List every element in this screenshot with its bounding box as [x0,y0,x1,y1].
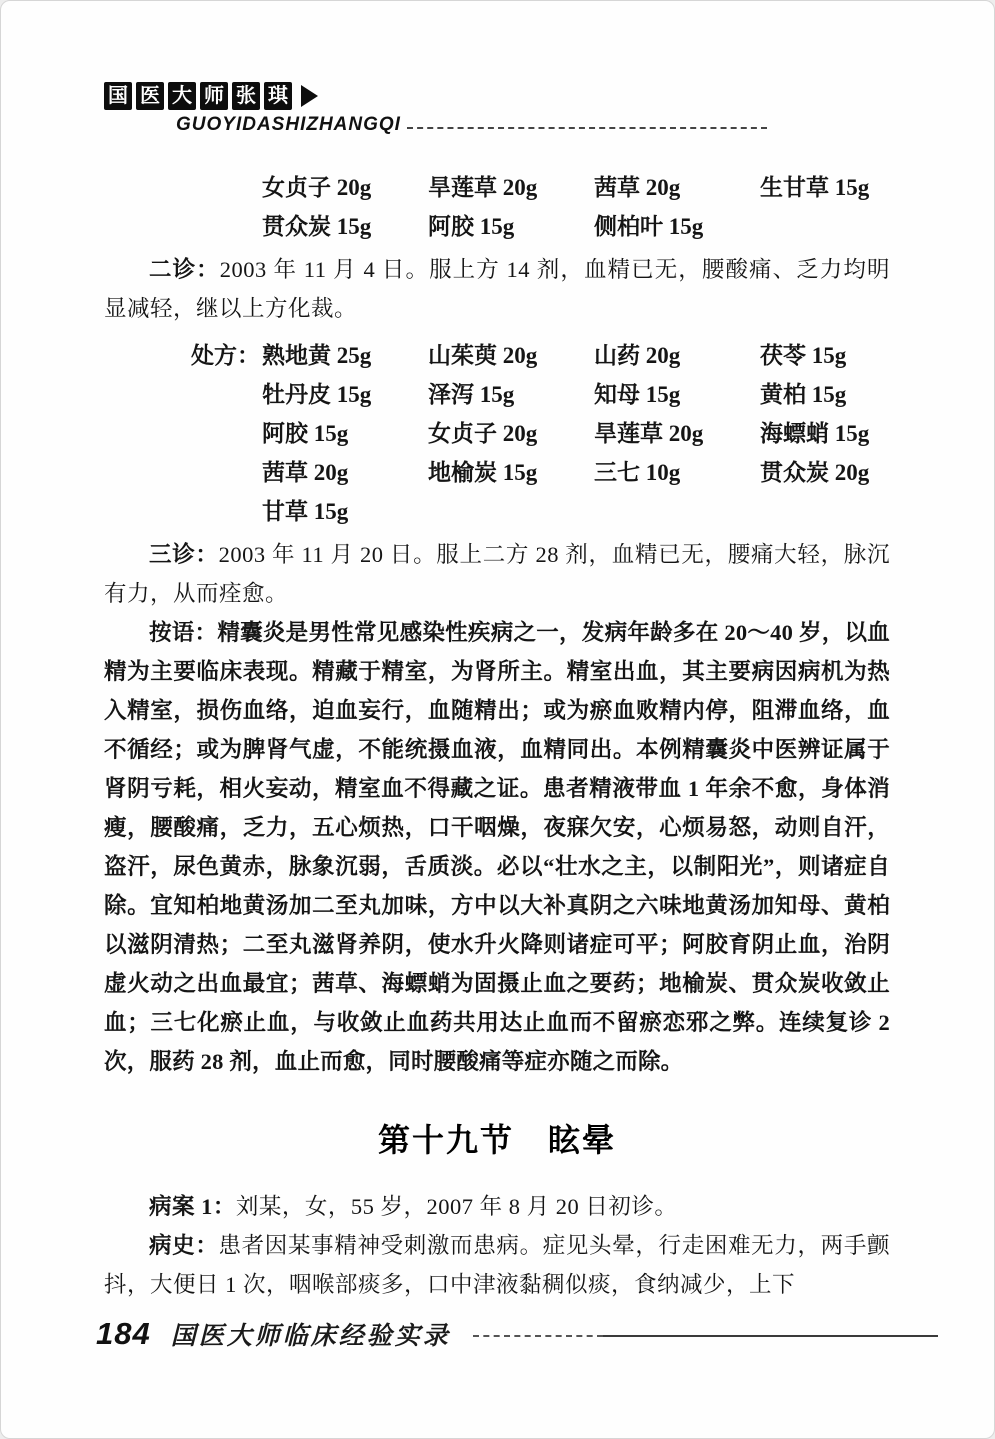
prescription-list-first [104,166,890,244]
paragraph-text: 精囊炎是男性常见感染性疾病之一，发病年龄多在 20～40 岁，以血精为主要临床表现。精藏于精室，为肾所主。精室出血，其主要病因病机为热入精室，损伤血络，迫血妄行，血随精出；或为瘀血败精内停，阻滞血络，血不循经；或为脾肾气虚，不能统摄血液，血精同出。本例精囊炎中医辨证属于肾阴亏耗，相火妄动，精室血不得藏之证。患者精液带血 1 年余不愈，身体消瘦，腰酸痛，乏力，五心烦热，口干咽燥，夜寐欠安，心烦易怒，动则自汗，盗汗，尿色黄赤，脉象沉弱，舌质淡。必以“壮水之主，以制阳光”，则诸症自除。宜知柏地黄汤加二至丸加味，方中以大补真阴之六味地黄汤加知母、黄柏以滋阴清热；二至丸滋肾养阴，使水升火降则诸症可平；阿胶育阴止血，治阴虚火动之出血最宜；茜草、海螵蛸为固摄止血之要药；地榆炭、贯众炭收敛止血；三七化瘀止血，与收敛止血药共用达止血而不留瘀恋邪之弊。连续复诊 2 次，服药 28 剂，血止而愈，同时腰酸痛等症亦随之而除。 [104,620,890,1074]
logo-character: 国 [108,85,128,107]
header-divider-dashes [407,127,767,129]
publisher-logo [104,81,890,111]
logo-character: 医 [140,85,160,107]
footer-divider [473,1335,938,1337]
herb-item: 贯众炭 15g [262,214,372,239]
herb-item: 甘草 15g [262,499,349,524]
page-header [104,81,890,136]
herb-item: 牡丹皮 15g [262,382,372,407]
herb-item: 生甘草 15g [760,175,870,200]
prescription-row [104,205,890,244]
paragraph-label: 三诊： [149,542,219,567]
paragraph-label: 按语： [149,620,218,645]
prescription-row [104,451,890,490]
page-footer [96,1316,938,1352]
logo-character: 琪 [268,85,288,107]
herb-item: 旱莲草 20g [428,175,538,200]
herb-item: 地榆炭 15g [428,460,538,485]
footer-divider-dashes [473,1335,603,1337]
herb-item: 旱莲草 20g [594,421,704,446]
page-number: 184 [96,1316,151,1351]
herb-item: 海螵蛸 15g [760,421,870,446]
herb-item: 山茱萸 20g [428,343,538,368]
herb-item: 三七 10g [594,460,681,485]
page-body [104,166,890,1304]
paragraph-label: 二诊： [149,257,220,282]
logo-character: 大 [172,85,192,107]
arrow-right-icon [301,85,318,107]
herb-item: 女贞子 20g [262,175,372,200]
prescription-list-second [104,334,890,529]
paragraph-text: 2003 年 11 月 4 日。服上方 14 剂，血精已无，腰酸痛、乏力均明显减轻，继以上方化裁。 [104,257,890,321]
header-tagline-row [176,114,890,136]
herb-item: 阿胶 15g [428,214,515,239]
logo-character: 张 [236,85,256,107]
herb-item: 山药 20g [594,343,681,368]
prescription-row [104,412,890,451]
prescription-row [104,166,890,205]
paragraph-commentary [104,613,890,1081]
paragraph-second-visit [104,250,890,328]
herb-item: 侧柏叶 15g [594,214,704,239]
logo-character-box [136,82,164,110]
logo-character-box [200,82,228,110]
herb-item: 泽泻 15g [428,382,515,407]
herb-item: 女贞子 20g [428,421,538,446]
paragraph-text: 2003 年 11 月 20 日。服上二方 28 剂，血精已无，腰痛大轻，脉沉有力，从而痊愈。 [104,542,890,606]
paragraph-text: 患者因某事精神受刺激而患病。症见头晕，行走困难无力，两手颤抖，大便日 1 次，咽喉部痰多，口中津液黏稠似痰，食纳减少，上下 [104,1233,890,1297]
paragraph-third-visit [104,535,890,613]
logo-character-box [264,82,292,110]
logo-character: 师 [204,85,224,107]
herb-item: 熟地黄 25g [262,343,372,368]
paragraph-label: 病史： [149,1233,219,1258]
herb-item: 知母 15g [594,382,681,407]
logo-tagline: GUOYIDASHIZHANGQI [176,114,401,135]
herb-item: 茜草 20g [594,175,681,200]
herb-item: 茯苓 15g [760,343,847,368]
footer-divider-rule [603,1335,938,1337]
paragraph-case-record [104,1187,890,1226]
logo-character-box [232,82,260,110]
prescription-row [104,334,890,373]
herb-item: 茜草 20g [262,460,349,485]
logo-character-box [168,82,196,110]
paragraph-label: 病案 1： [149,1194,236,1219]
paragraph-case-history [104,1226,890,1304]
book-title: 国医大师临床经验实录 [170,1323,451,1350]
paragraph-text: 刘某，女，55 岁，2007 年 8 月 20 日初诊。 [235,1194,678,1219]
herb-item: 黄柏 15g [760,382,847,407]
section-title: 第十九节 眩晕 [377,1122,616,1158]
herb-item: 阿胶 15g [262,421,349,446]
prescription-row [104,490,890,529]
prescription-row [104,373,890,412]
logo-character-box [104,82,132,110]
prescription-label: 处方： [191,343,260,368]
herb-item: 贯众炭 20g [760,460,870,485]
